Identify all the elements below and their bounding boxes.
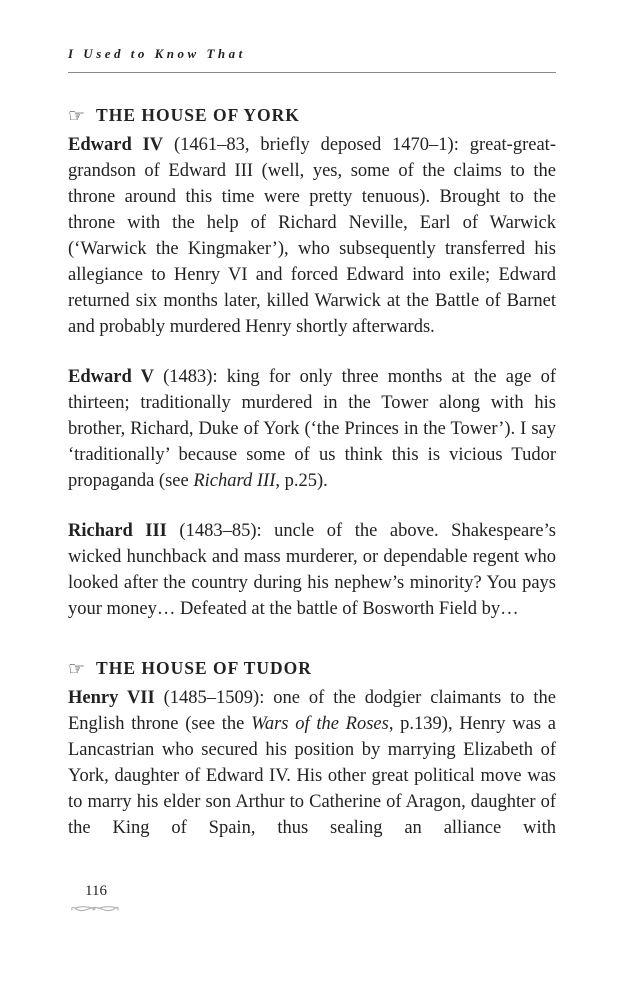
page-number: 116 bbox=[85, 883, 107, 899]
pointing-hand-icon: ☞ bbox=[68, 104, 86, 127]
section-heading-label: THE HOUSE OF TUDOR bbox=[96, 658, 312, 678]
pointing-hand-icon: ☞ bbox=[68, 657, 86, 680]
paragraph bbox=[68, 518, 556, 622]
text-run: (1485–1509): one of the dodgier claimants to the English throne (see the bbox=[68, 688, 556, 734]
text-run: , p.139), Henry was a Lancastrian who secured his position by marrying Elizabeth of York, daughter of Edward IV. His other great political move was to marry his elder son Arthur to Catherine of Aragon, daughter of the King of Spain, thus sealing an alliance with bbox=[68, 714, 557, 838]
text-run: (1483–85): uncle of the above. Shakespeare’s wicked hunchback and mass murderer, or dependable regent who looked after the country during his nephew’s minority? You pays your money… Defeated at the battle of Bosworth Field by… bbox=[68, 521, 556, 619]
text-run: (1483): king for only three months at the age of thirteen; traditionally murdered in the Tower along with his brother, Richard, Duke of York (‘the Princes in the Tower’). I say ‘traditionally’ because some of us think this is vicious Tudor propaganda (see bbox=[68, 367, 556, 491]
text-run: Edward IV bbox=[68, 135, 164, 155]
text-run: Henry VII bbox=[68, 688, 155, 708]
section-heading bbox=[68, 103, 556, 127]
section-the-house-of-york bbox=[68, 103, 556, 622]
text-run: Richard III bbox=[68, 521, 167, 541]
section-heading-label: THE HOUSE OF YORK bbox=[96, 105, 300, 125]
header-rule bbox=[68, 72, 556, 73]
text-run: Richard III bbox=[193, 471, 276, 491]
paragraph bbox=[68, 685, 556, 841]
content bbox=[68, 103, 556, 841]
text-run: , p.25). bbox=[275, 471, 328, 491]
text-run: Edward V bbox=[68, 367, 154, 387]
paragraph bbox=[68, 364, 556, 494]
text-run: (1461–83, briefly deposed 1470–1): great-great-grandson of Edward III (well, yes, some of the claims to the throne around this time were pretty tenuous). Brought to the throne with the help of Richard Neville, Earl of Warwick (‘Warwick the Kingmaker’), who subsequently transferred his allegiance to Henry VI and forced Edward into exile; Edward returned six months later, killed Warwick at the Battle of Barnet and probably murdered Henry shortly afterwards. bbox=[68, 135, 556, 337]
section-the-house-of-tudor bbox=[68, 656, 556, 841]
page-footer bbox=[70, 882, 122, 914]
section-heading bbox=[68, 656, 556, 680]
running-head: I Used to Know That bbox=[68, 46, 246, 61]
swash-flourish-icon bbox=[70, 902, 122, 914]
paragraph bbox=[68, 132, 556, 340]
text-run: Wars of the Roses bbox=[251, 714, 389, 734]
